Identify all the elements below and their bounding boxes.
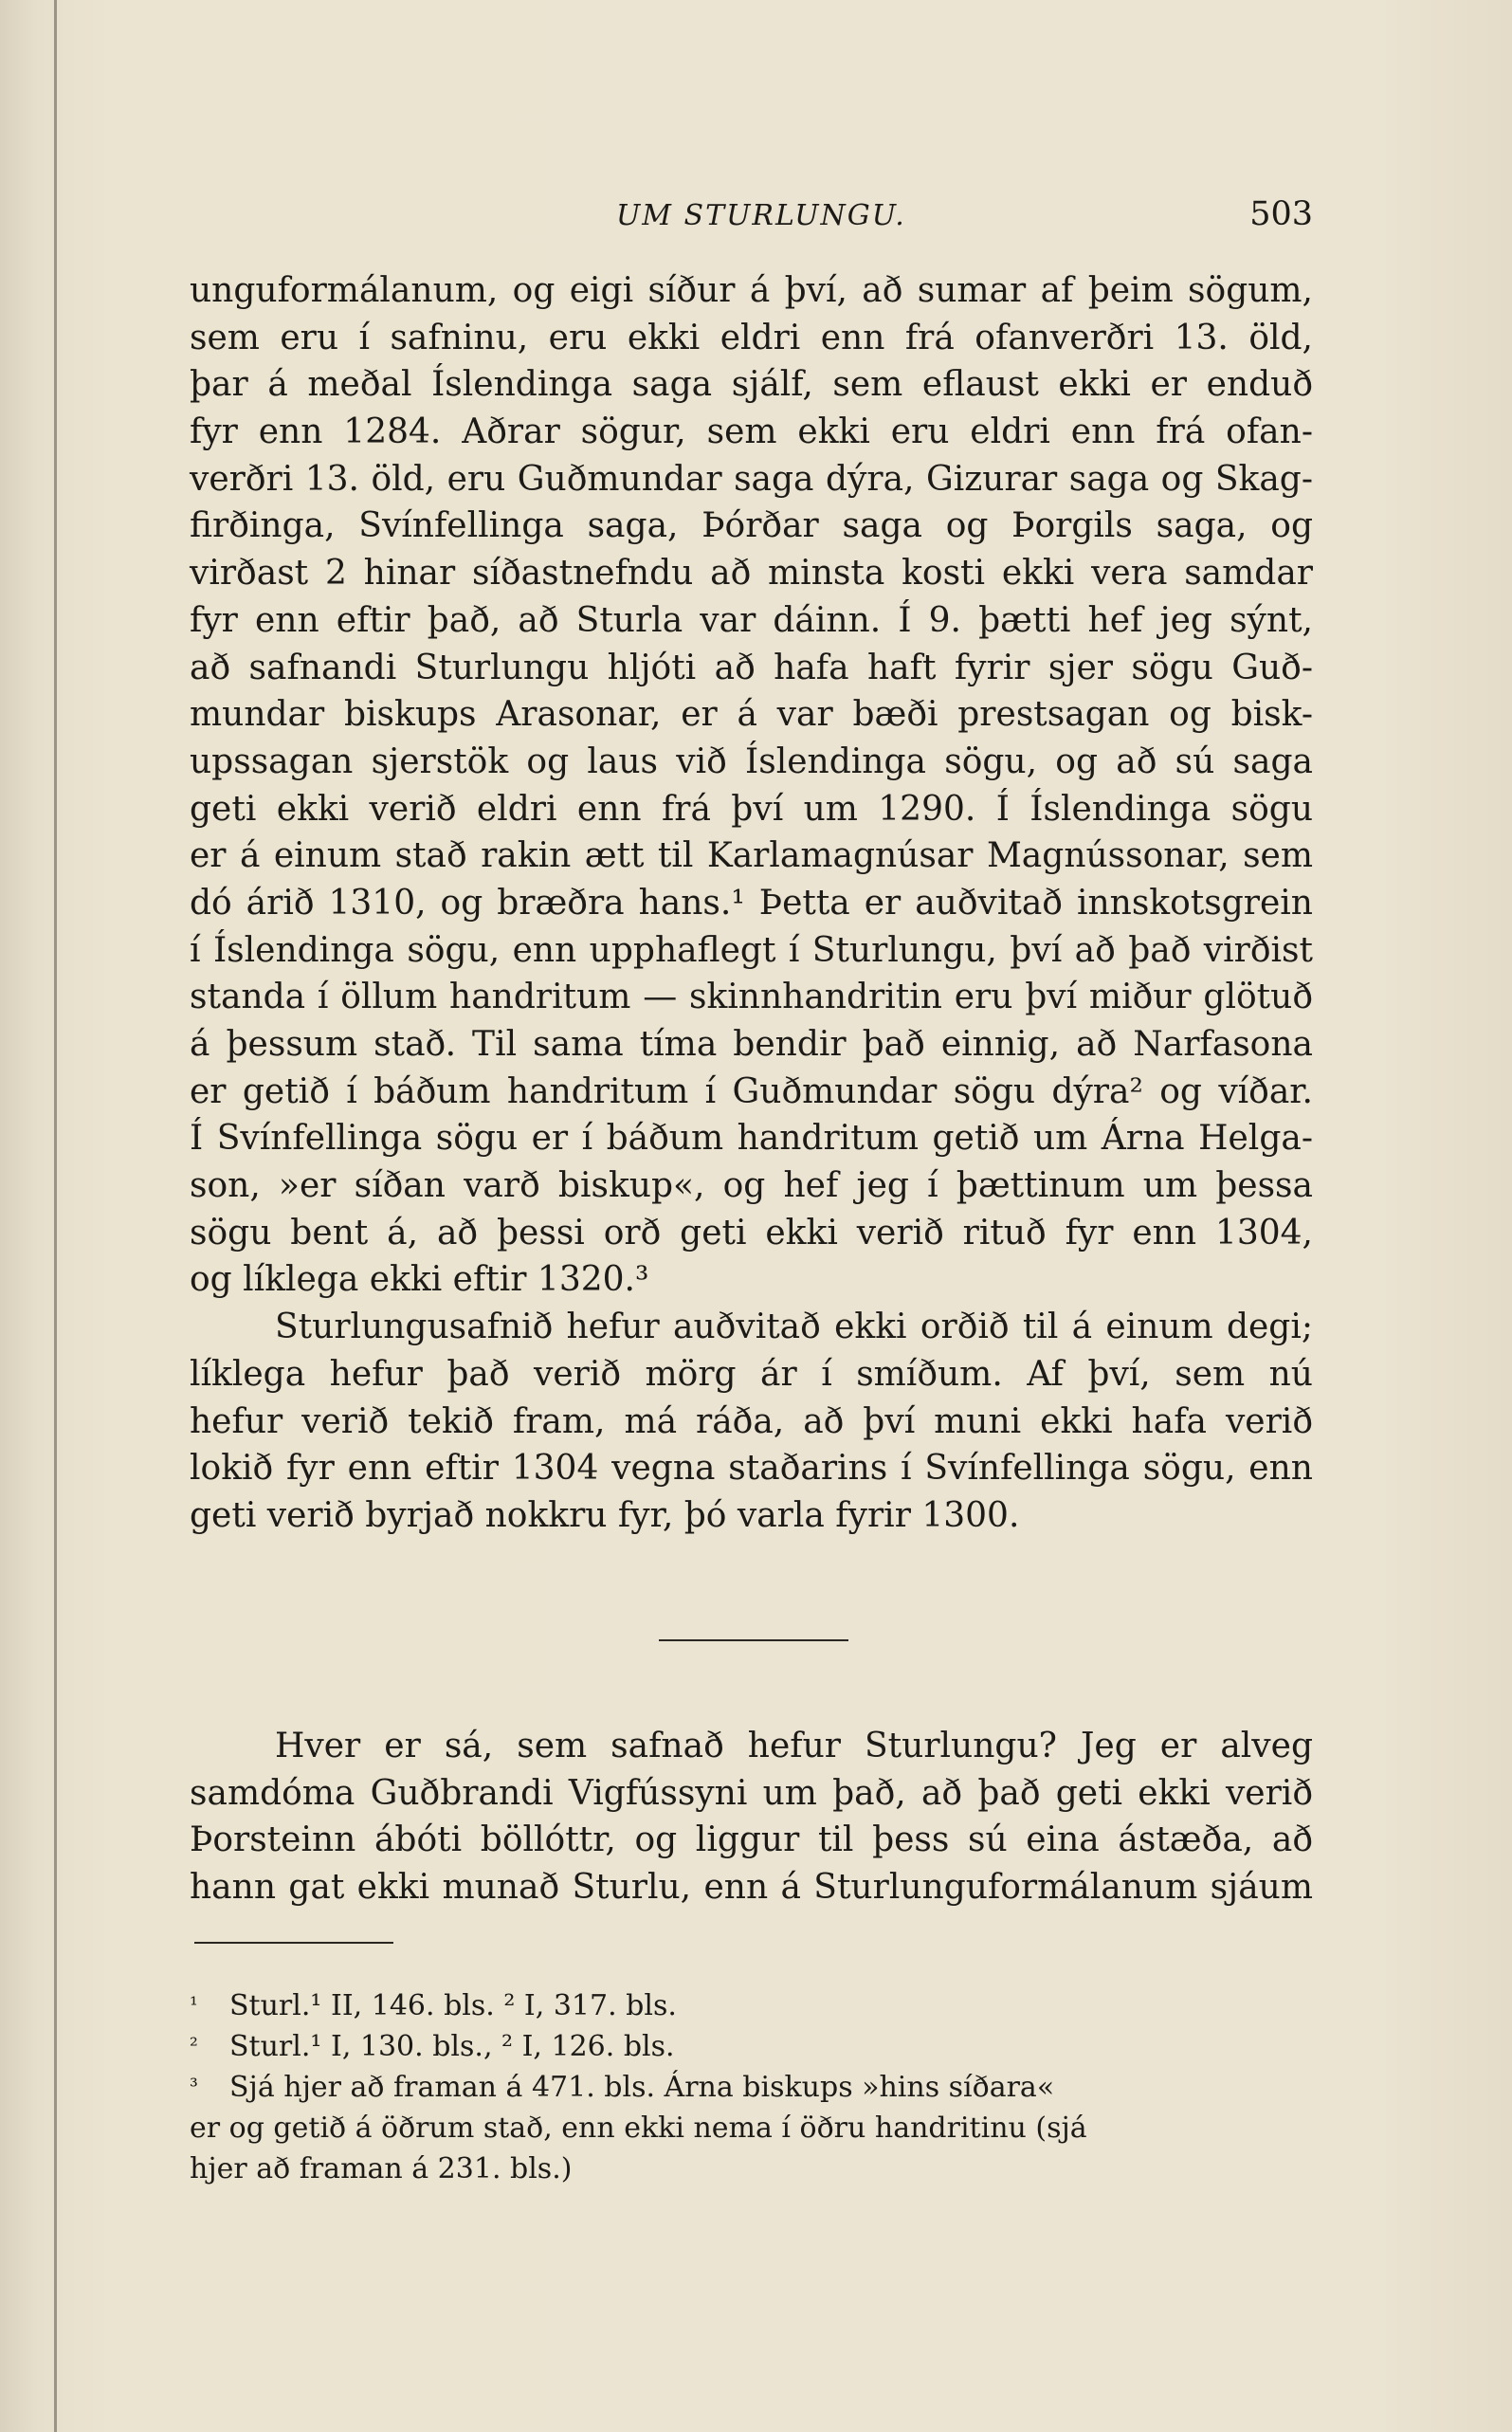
text-line: er getið í báðum handritum í Guðmundar sögu dýra² og víðar. — [190, 1071, 1313, 1111]
text-line: standa í öllum handritum — skinnhandritin eru því miður glötuð — [190, 978, 1313, 1017]
footnote-continuation — [190, 2149, 1313, 2189]
footnote-text: hjer að framan á 231. bls.) — [190, 2152, 573, 2185]
footnote — [190, 2067, 1313, 2108]
text-line: á þessum stað. Til sama tíma bendir það einnig, að Narfasona — [190, 1025, 1313, 1064]
text-line: Þorsteinn ábóti böllóttr, og liggur til þess sú eina ástæða, að — [190, 1820, 1313, 1860]
footnote-text: Sjá hjer að framan á 471. bls. Árna biskups »hins síðara« — [229, 2071, 1055, 2104]
text-line: að safnandi Sturlungu hljóti að hafa haft fyrir sjer sögu Guð- — [190, 648, 1313, 687]
text-line: mundar biskups Arasonar, er á var bæði prestsagan og bisk- — [190, 695, 1313, 735]
text-line: son, »er síðan varð biskup«, og hef jeg í þættinum um þessa — [190, 1166, 1313, 1206]
text-line: unguformálanum, og eigi síður á því, að sumar af þeim sögum, — [190, 271, 1313, 310]
footnote-marker: ² — [190, 2035, 198, 2058]
text-line: virðast 2 hinar síðastnefndu að minsta kosti ekki vera samdar — [190, 554, 1313, 594]
running-head: UM STURLUNGU. — [616, 199, 906, 232]
footnote-divider — [194, 1942, 393, 1944]
text-line: þar á meðal Íslendinga saga sjálf, sem eflaust ekki er enduð — [190, 365, 1313, 405]
text-line: Hver er sá, sem safnað hefur Sturlungu? Jeg er alveg — [275, 1727, 1313, 1765]
footnote-marker: ³ — [190, 2075, 198, 2099]
text-line: hann gat ekki munað Sturlu, enn á Sturlunguformálanum sjáum — [190, 1868, 1313, 1908]
footnote — [190, 2026, 1313, 2067]
footnote-marker: ¹ — [190, 1994, 198, 2018]
text-line: verðri 13. öld, eru Guðmundar saga dýra, Gizurar saga og Skag- — [190, 459, 1313, 499]
text-line: hefur verið tekið fram, má ráða, að því muni ekki hafa verið — [190, 1401, 1313, 1441]
text-line: Í Svínfellinga sögu er í báðum handritum getið um Árna Helga- — [190, 1119, 1313, 1159]
text-line: firðinga, Svínfellinga saga, Þórðar saga og Þorgils saga, og — [190, 506, 1313, 546]
text-line: geti ekki verið eldri enn frá því um 1290. Í Íslendinga sögu — [190, 789, 1313, 829]
text-line: geti verið byrjað nokkru fyr, þó varla fyrir 1300. — [190, 1495, 1020, 1535]
text-line: lokið fyr enn eftir 1304 vegna staðarins í Svínfellinga sögu, enn — [190, 1449, 1313, 1489]
footnote-continuation — [190, 2108, 1313, 2149]
page-header — [190, 190, 1313, 247]
body-text — [190, 267, 1313, 1540]
text-line: og líklega ekki eftir 1320.³ — [190, 1260, 649, 1300]
text-line: Sturlungusafnið hefur auðvitað ekki orðið til á einum degi; — [275, 1307, 1313, 1347]
binding-gutter-line — [54, 0, 57, 2432]
text-line: í Íslendinga sögu, enn upphaflegt í Sturlungu, því að það virðist — [190, 930, 1313, 970]
text-line: líklega hefur það verið mörg ár í smíðum. Af því, sem nú — [190, 1354, 1313, 1394]
text-line: fyr enn 1284. Aðrar sögur, sem ekki eru eldri enn frá ofan- — [190, 412, 1313, 452]
text-line: sem eru í safninu, eru ekki eldri enn frá ofanverðri 13. öld, — [190, 318, 1313, 357]
text-line: upssagan sjerstök og laus við Íslendinga sögu, og að sú saga — [190, 741, 1313, 781]
footnote-text: Sturl.¹ II, 146. bls. ² I, 317. bls. — [229, 1989, 677, 2022]
text-line: samdóma Guðbrandi Vigfússyni um það, að það geti ekki verið — [190, 1773, 1313, 1813]
footnotes — [190, 1985, 1313, 2189]
body-text-section-2 — [190, 1723, 1313, 1911]
footnote — [190, 1985, 1313, 2026]
text-line: fyr enn eftir það, að Sturla var dáinn. Í 9. þætti hef jeg sýnt, — [190, 600, 1313, 640]
footnote-text: Sturl.¹ I, 130. bls., ² I, 126. bls. — [229, 2030, 675, 2063]
section-divider — [659, 1639, 848, 1641]
page-number: 503 — [1249, 195, 1313, 233]
text-line: er á einum stað rakin ætt til Karlamagnúsar Magnússonar, sem — [190, 836, 1313, 876]
footnote-text: er og getið á öðrum stað, enn ekki nema í öðru handritinu (sjá — [190, 2112, 1087, 2145]
text-line: sögu bent á, að þessi orð geti ekki verið rituð fyr enn 1304, — [190, 1213, 1313, 1253]
text-line: dó árið 1310, og bræðra hans.¹ Þetta er auðvitað innskotsgrein — [190, 883, 1313, 923]
